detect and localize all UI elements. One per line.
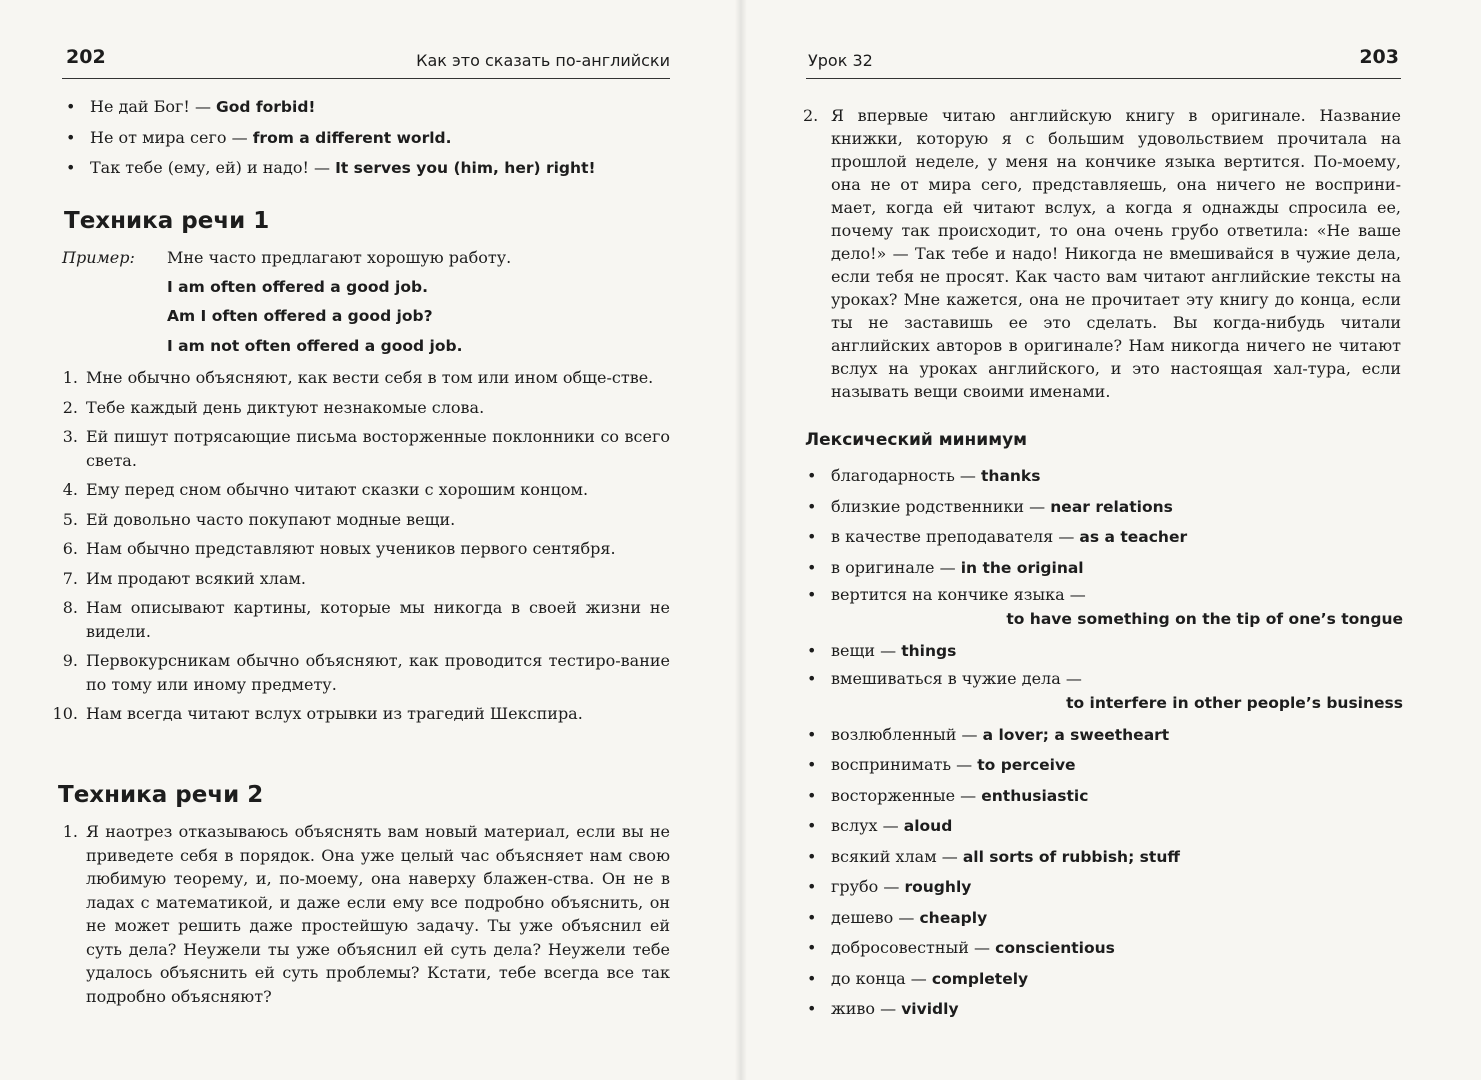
exercise-2-item-1: 1. Я наотрез отказываюсь объяснять вам новый материал, если вы не приведете себя в порядок. Она уже целый час объясняет нам свою любимую теорему, и, по-моему, она наверху блажен-ства. Он не в ладах с математикой, и даже если ему все подробно объяснить, он не может решить даже простейшую задачу. Ты уже объяснил ей суть дела? Неужели ты уже объяснил ей суть дела? Неужели тебе удалось объяснить ей суть проблемы? Кстати, тебе всегда все так подробно объясняют? <box>48 820 670 1008</box>
vocab-russian: вещи — <box>831 641 897 660</box>
vocab-russian: в качестве преподавателя — <box>831 527 1075 546</box>
vocab-russian: возлюбленный — <box>831 724 978 744</box>
vocab-item <box>803 636 1403 667</box>
vocab-russian: добросовестный — <box>831 938 991 957</box>
vocab-item <box>803 964 1403 995</box>
paragraph: Я впервые читаю английскую книгу в оригинале. Название книжки, которую я с большим удовольствием прочитала на прошлой неделе, у меня на кончике языка вертится. По-моему, она не от мира сего, представляешь, она ничего не восприни-мает, когда ей читают вслух, а когда я однажды спросила ее, почему так происходит, то она очень грубо ответила: «Не ваше дело!» — Так тебе и надо! Никогда не вмешивайся в чужие дела, если тебя не просят. Как часто вам читают английские тексты на уроках? Мне кажется, она не прочитает эту книгу до конца, если ты не заставишь ее это сделать. Вы когда-нибудь читали английских авторов в оригинале? Нам никогда ничего не читают вслух на уроках английского, и это настоящая хал-тура, если называть вещи своими именами. <box>831 106 1401 401</box>
vocab-english: to perceive <box>977 756 1076 774</box>
vocab-item <box>803 522 1403 553</box>
paragraph: Я наотрез отказываюсь объяснять вам новый материал, если вы не приведете себя в порядок. Она уже целый час объясняет нам свою любимую теорему, и, по-моему, она наверху блажен-ства. Он не в ладах с математикой, и даже если ему все подробно объяснить, он не может решить даже простейшую задачу. Ты уже объяснил ей суть дела? Неужели ты уже объяснил ей суть дела? Неужели тебе удалось объяснить ей суть проблемы? Кстати, тебе всегда все так подробно объясняют? <box>86 822 670 1006</box>
vocab-item <box>803 842 1403 873</box>
vocab-item <box>803 492 1403 523</box>
vocab-russian: благодарность — <box>831 466 976 485</box>
page-number: 203 <box>1359 46 1399 68</box>
list-item: 8. Нам описывают картины, которые мы никогда в своей жизни не видели. <box>62 598 670 641</box>
list-item: • Не от мира сего — from a different world. <box>62 123 672 154</box>
section-heading-1: Техника речи 1 <box>64 208 270 234</box>
list-item: • Не дай Бог! — God forbid! <box>62 92 672 123</box>
vocab-item <box>803 667 1403 720</box>
vocab-russian: всякий хлам — <box>831 846 958 866</box>
vocab-item <box>803 933 1403 964</box>
vocab-item <box>803 583 1403 636</box>
list-item: 3. Ей пишут потрясающие письма восторженные поклонники со всего света. <box>62 427 670 470</box>
example-russian: Мне часто предлагают хорошую работу. <box>167 248 512 267</box>
vocab-english: to have something on the tip of one’s tongue <box>1006 610 1403 628</box>
list-item: 4. Ему перед сном обычно читают сказки с хорошим концом. <box>62 480 589 499</box>
example-english-1: I am often offered a good job. <box>167 278 428 296</box>
vocab-english: thanks <box>980 467 1041 485</box>
vocab-english: completely <box>931 969 1029 988</box>
top-bullet-list <box>62 92 672 184</box>
vocab-russian: вслух — <box>831 816 899 835</box>
list-item: 5. Ей довольно часто покупают модные вещи. <box>62 509 456 529</box>
vocab-russian: вмешиваться в чужие дела — <box>831 668 1082 688</box>
vocab-english: all sorts of rubbish; stuff <box>962 847 1180 866</box>
vocab-russian: вертится на кончике языка — <box>831 585 1086 604</box>
vocab-item <box>803 872 1403 903</box>
vocab-english: vividly <box>901 1000 959 1018</box>
vocab-russian: до конца — <box>831 968 927 988</box>
left-page <box>0 0 740 1080</box>
vocab-item <box>803 750 1403 781</box>
vocab-heading: Лексический минимум <box>805 430 1028 450</box>
vocab-item <box>803 811 1403 842</box>
vocab-english: as a teacher <box>1079 528 1188 546</box>
vocab-russian: воспринимать — <box>831 755 973 774</box>
vocab-english: aloud <box>903 817 953 835</box>
list-item: • Так тебе (ему, ей) и надо! — It serves you (him, her) right! <box>62 153 672 184</box>
vocab-english: conscientious <box>995 939 1115 957</box>
vocab-russian: в оригинале — <box>831 557 956 577</box>
right-page <box>741 0 1481 1080</box>
vocab-item <box>803 461 1403 492</box>
vocab-item <box>803 553 1403 584</box>
example-english-3: I am not often offered a good job. <box>167 337 463 355</box>
vocab-item <box>803 781 1403 812</box>
vocab-english: things <box>901 642 957 660</box>
running-title: Как это сказать по-английски <box>416 51 670 70</box>
vocab-english: to interfere in other people’s business <box>1066 693 1403 712</box>
section-heading-2: Техника речи 2 <box>58 782 264 808</box>
example-label: Пример: <box>62 248 135 267</box>
vocab-russian: грубо — <box>831 877 900 896</box>
vocab-item <box>803 994 1403 1025</box>
list-item: 2. Тебе каждый день диктуют незнакомые слова. <box>62 397 485 417</box>
vocab-english: near relations <box>1050 497 1173 516</box>
vocab-item <box>803 720 1403 751</box>
example-english-2: Am I often offered a good job? <box>167 307 433 325</box>
exercise-2-item-2: 2. Я впервые читаю английскую книгу в оригинале. Название книжки, которую я с большим удовольствием прочитала на прошлой неделе, у меня на кончике языка вертится. По-моему, она не от мира сего, представляешь, она ничего не восприни-мает, когда ей читают вслух, а когда я однажды спросила ее, почему так происходит, то она очень грубо ответила: «Не ваше дело!» — Так тебе и надо! Никогда не вмешивайся в чужие дела, если тебя не просят. Как часто вам читают английские тексты на уроках? Мне кажется, она не прочитает эту книгу до конца, если ты не заставишь ее это сделать. Вы когда-нибудь читали английских авторов в оригинале? Нам никогда ничего не читают вслух на уроках английского, и это настоящая хал-тура, если называть вещи своими именами. <box>803 106 1401 401</box>
vocab-english: cheaply <box>919 908 988 927</box>
list-item: 7. Им продают всякий хлам. <box>62 568 307 588</box>
list-item: 10. Нам всегда читают вслух отрывки из трагедий Шекспира. <box>52 704 583 723</box>
vocab-list <box>803 461 1403 1025</box>
vocab-english: a lover; a sweetheart <box>982 725 1170 744</box>
list-item: 6. Нам обычно представляют новых учеников первого сентября. <box>62 539 616 558</box>
vocab-english: in the original <box>960 558 1084 577</box>
running-title: Урок 32 <box>808 51 873 70</box>
exercise-list-1 <box>48 366 670 732</box>
vocab-russian: живо — <box>831 999 897 1018</box>
vocab-russian: дешево — <box>831 907 915 927</box>
right-page-header <box>806 44 1401 79</box>
vocab-english: enthusiastic <box>981 786 1089 805</box>
list-item: 1. Мне обычно объясняют, как вести себя в том или ином обще-стве. <box>62 368 654 387</box>
list-item: 9. Первокурсникам обычно объясняют, как проводится тестиро-вание по тому или иному предмету. <box>62 651 670 694</box>
page-number: 202 <box>66 46 106 68</box>
vocab-russian: близкие родственники — <box>831 496 1046 516</box>
vocab-english: roughly <box>904 878 972 896</box>
vocab-russian: восторженные — <box>831 785 977 805</box>
vocab-item <box>803 903 1403 934</box>
left-page-header <box>62 44 670 79</box>
